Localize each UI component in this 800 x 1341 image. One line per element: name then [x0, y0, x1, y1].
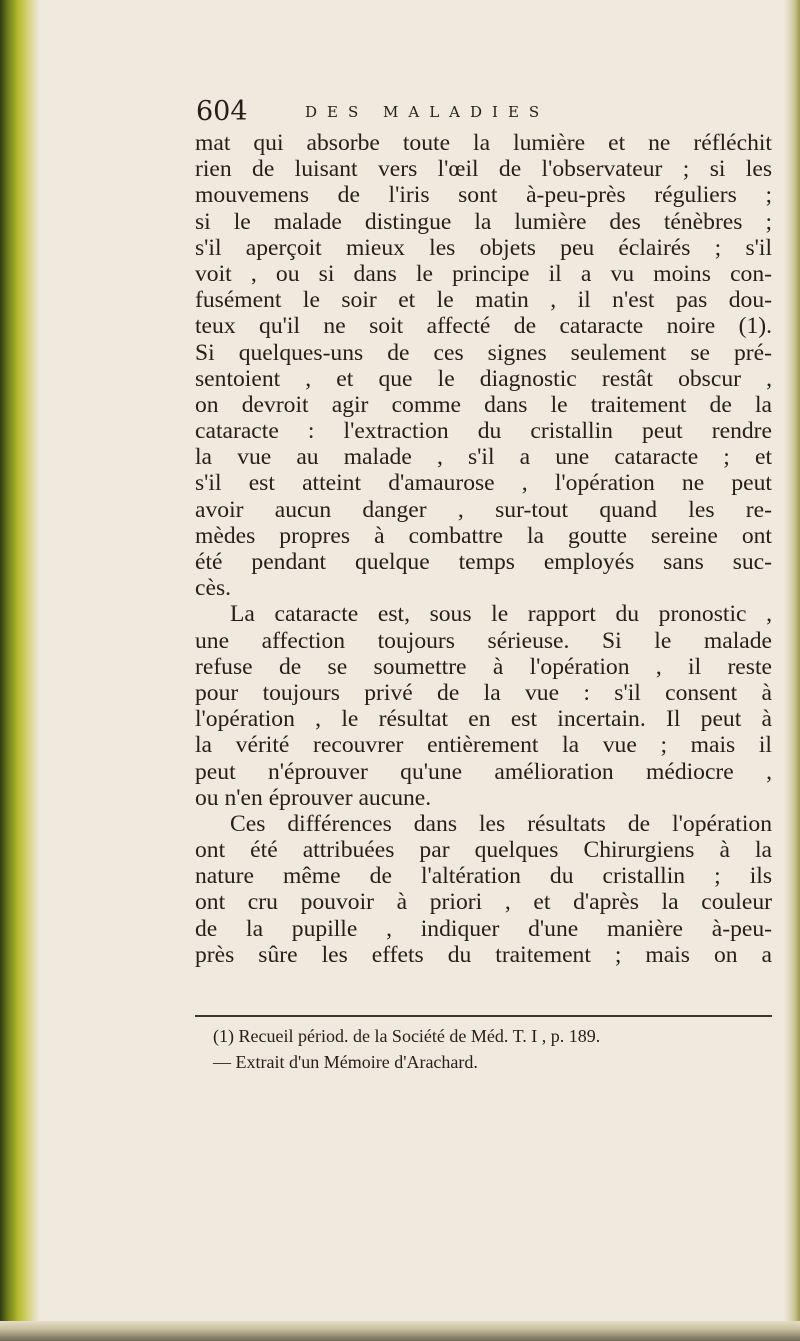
text-line: l'opération , le résultat en est incertain. Il peut à: [195, 706, 772, 733]
text-line: voit , ou si dans le principe il a vu moins con-: [195, 260, 772, 287]
paragraph-start-line: Ces différences dans les résultats de l'opération: [230, 810, 772, 837]
running-title: DES MALADIES: [305, 103, 550, 121]
page-edge-bottom: [0, 1321, 800, 1341]
text-line: la vue au malade , s'il a une cataracte ; et: [195, 444, 772, 471]
text-line: de la pupille , indiquer d'une manière à-peu-: [195, 915, 772, 942]
text-line: une affection toujours sérieuse. Si le malade: [195, 627, 772, 654]
text-line: près sûre les effets du traitement ; mais on a: [195, 941, 772, 968]
text-line: ou n'en éprouver aucune.: [195, 784, 432, 811]
text-line: la vérité recouvrer entièrement la vue ; mais il: [195, 732, 772, 759]
page-header: [196, 96, 766, 130]
paragraph-start-line: La cataracte est, sous le rapport du pronostic ,: [230, 601, 772, 628]
text-line: s'il est atteint d'amaurose , l'opération ne peut: [195, 470, 772, 497]
text-line: teux qu'il ne soit affecté de cataracte noire (1).: [195, 313, 772, 340]
text-line: pour toujours privé de la vue : s'il consent à: [195, 679, 772, 706]
text-line: mat qui absorbe toute la lumière et ne réfléchit: [195, 130, 772, 156]
text-line: cataracte : l'extraction du cristallin peut rendre: [195, 418, 772, 445]
text-line: on devroit agir comme dans le traitement de la: [195, 391, 772, 418]
page-edge-right: [784, 0, 800, 1341]
footnote-divider: [195, 1015, 772, 1017]
text-line: peut n'éprouver qu'une amélioration médiocre ,: [195, 758, 772, 785]
text-line: ont cru pouvoir à priori , et d'après la couleur: [195, 889, 772, 916]
text-line: s'il aperçoit mieux les objets peu éclairés ; s'il: [195, 234, 772, 261]
text-line: cès.: [195, 575, 232, 602]
text-line: refuse de se soumettre à l'opération , il reste: [195, 653, 772, 680]
body-text: [195, 130, 772, 968]
text-line: été pendant quelque temps employés sans suc-: [195, 549, 772, 575]
text-line: avoir aucun danger , sur-tout quand les re-: [195, 496, 772, 523]
text-line: sentoient , et que le diagnostic restât obscur ,: [195, 365, 772, 392]
footnote-line: — Extrait d'un Mémoire d'Arachard.: [213, 1052, 478, 1073]
text-line: mèdes propres à combattre la goutte sereine ont: [195, 522, 772, 549]
text-line: fusément le soir et le matin , il n'est pas dou-: [195, 287, 772, 314]
text-line: mouvemens de l'iris sont à-peu-près réguliers ;: [195, 182, 772, 209]
footnote-line: (1) Recueil périod. de la Société de Méd. T. I , p. 189.: [213, 1026, 601, 1046]
text-line: Si quelques-uns de ces signes seulement se pré-: [195, 339, 772, 366]
footnotes: [213, 1025, 773, 1077]
text-line: rien de luisant vers l'œil de l'observateur ; si les: [195, 156, 772, 183]
page-number: 604: [196, 96, 248, 127]
book-spine-shadow: [0, 0, 40, 1341]
text-line: nature même de l'altération du cristallin ; ils: [195, 863, 772, 890]
text-line: ont été attribuées par quelques Chirurgiens à la: [195, 837, 772, 864]
text-line: si le malade distingue la lumière des ténèbres ;: [195, 208, 772, 235]
